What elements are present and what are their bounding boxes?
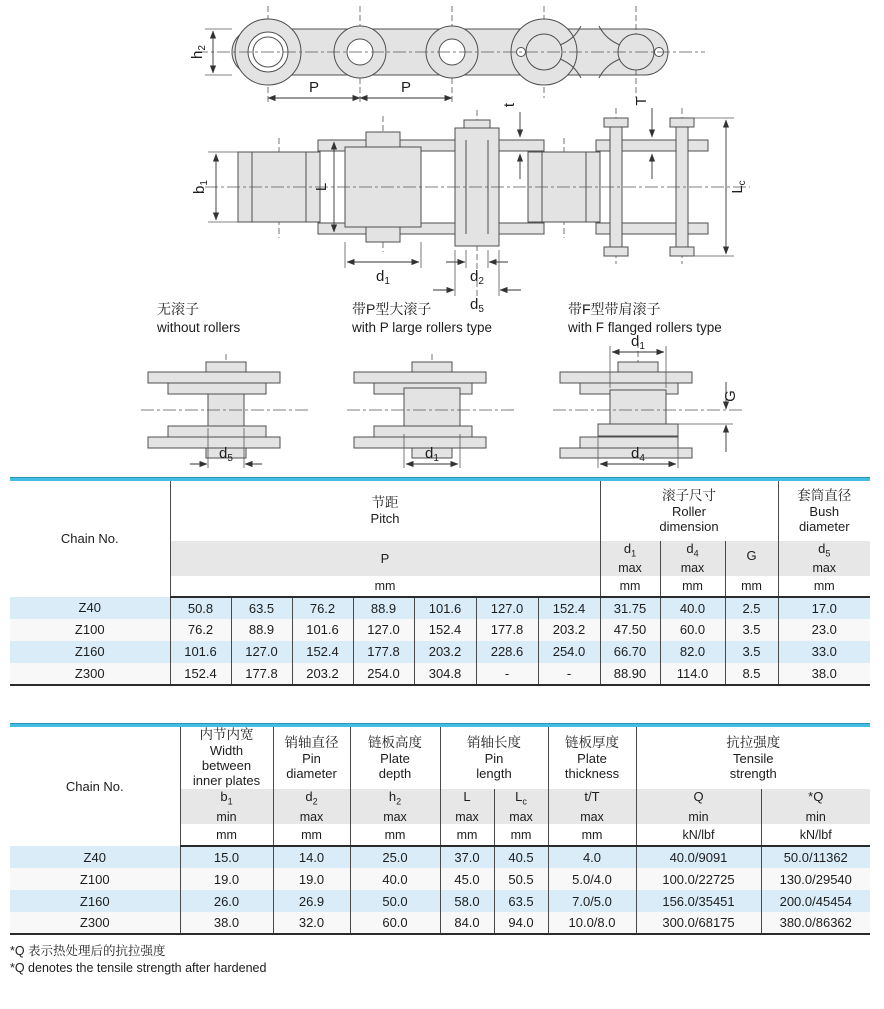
dim-label-lc: $L_c$: [729, 180, 748, 194]
cell: -: [476, 663, 538, 685]
cell: 114.0: [660, 663, 725, 685]
cell: 101.6: [170, 641, 231, 663]
t1-col-d5: $d_5$ max: [778, 541, 870, 576]
cell: 4.0: [548, 846, 636, 868]
cell: 88.9: [353, 597, 414, 619]
cell: 152.4: [414, 619, 476, 641]
dim-label-d5: $d_5$: [470, 296, 484, 315]
t2-tensile-zh: 抗拉强度: [726, 734, 781, 750]
footnote-zh: *Q 表示热处理后的抗拉强度: [10, 944, 166, 958]
t2-unit-L: mm: [440, 824, 494, 846]
cell: 200.0/45454: [779, 893, 852, 909]
dim-label-cs1-d5: $d_5$: [219, 445, 233, 464]
t1-unit-g: mm: [725, 576, 778, 597]
cell: 60.0: [660, 619, 725, 641]
cell: 25.0: [350, 846, 440, 868]
cell: 23.0: [811, 622, 837, 637]
cell: 380.0/86362: [779, 915, 852, 930]
dim-label-cs3-g: G: [722, 390, 739, 402]
t2-col-d2: $d_2$ max: [273, 789, 350, 824]
t2-plated-en1: Plate: [380, 750, 410, 766]
cell: 177.8: [353, 641, 414, 663]
table-row-z100: [10, 868, 870, 890]
dimension-strength-table-wrap: [10, 723, 870, 936]
dim-label-b1: $b_1$: [191, 180, 210, 194]
cell: 177.8: [231, 663, 292, 685]
cell: 3.5: [725, 619, 778, 641]
cell: 38.0: [180, 912, 273, 934]
cell: 26.9: [273, 890, 350, 912]
dim-label-d2: $d_2$: [470, 268, 484, 287]
t1-unit-p: mm: [170, 576, 600, 597]
table-row-z40: [10, 846, 870, 868]
table-row-z300: [10, 912, 870, 934]
t1-col-d4: $d_4$ max: [660, 541, 725, 576]
cell: 130.0/29540: [779, 871, 852, 887]
dim-label-l: L: [313, 182, 330, 192]
cell: 76.2: [292, 597, 353, 619]
cell: 254.0: [538, 641, 600, 663]
t2-col-b1: $b_1$ min: [180, 789, 273, 824]
t2-tensile-en1: Tensile: [733, 750, 774, 766]
t2-unit-Lc: mm: [494, 824, 548, 846]
t1-col-d1: $d_1$ max: [600, 541, 660, 576]
t1-unit-d1: mm: [600, 576, 660, 597]
cell: 32.0: [273, 912, 350, 934]
t2-platet-en1: Plate: [577, 750, 607, 766]
t1-col-p: P: [170, 541, 600, 576]
t2-plated-en2: depth: [378, 765, 412, 781]
caption-f-roller-en: with F flanged rollers type: [568, 320, 722, 335]
cell: 101.6: [414, 597, 476, 619]
caption-no-roller-en: without rollers: [157, 320, 241, 335]
caption-p-roller-zh: 带P型大滚子: [352, 301, 432, 317]
caption-p-roller-en: with P large rollers type: [352, 320, 493, 335]
t2-group-pin-diameter: [273, 725, 350, 789]
cell: 82.0: [660, 641, 725, 663]
pitch-roller-table: [10, 478, 870, 686]
cell: 31.75: [600, 597, 660, 619]
cell: 94.0: [494, 912, 548, 934]
cell: 40.0/9091: [636, 846, 761, 868]
cell: 50.0: [350, 890, 440, 912]
cell: -: [538, 663, 600, 685]
t2-col-h2: $h_2$ max: [350, 789, 440, 824]
cell-chain: Z40: [10, 597, 170, 619]
t2-unit-d2: mm: [273, 824, 350, 846]
cell: 304.8: [414, 663, 476, 685]
cell: 7.0/5.0: [548, 890, 636, 912]
cell-chain: Z300: [10, 663, 170, 685]
cell: 58.0: [440, 890, 494, 912]
cell: 101.6: [292, 619, 353, 641]
cell: 47.50: [600, 619, 660, 641]
cell: 17.0: [811, 600, 837, 616]
cell: 50.5: [494, 868, 548, 890]
cell: 127.0: [476, 597, 538, 619]
cell: 45.0: [440, 868, 494, 890]
cell: 37.0: [440, 846, 494, 868]
table-row-z160: [10, 641, 870, 663]
dimension-strength-table: [10, 724, 870, 936]
t1-group-pitch: [170, 480, 600, 541]
cell-chain: Z160: [10, 641, 170, 663]
t2-pinl-en1: Pin: [484, 750, 504, 766]
cell-chain: Z160: [10, 890, 180, 912]
cell: 3.5: [725, 641, 778, 663]
table-row-z40: [10, 597, 870, 619]
cell: 40.0: [660, 597, 725, 619]
footnotes: [10, 943, 884, 977]
cell: 8.5: [725, 663, 778, 685]
cell: 152.4: [538, 597, 600, 619]
t2-col-Lc: $L_c$ max: [494, 789, 548, 824]
t1-bush-en1: Bush: [809, 503, 840, 519]
cell-chain: Z100: [10, 619, 170, 641]
t2-unit-h2: mm: [350, 824, 440, 846]
cell: 84.0: [440, 912, 494, 934]
cell: 156.0/35451: [636, 890, 761, 912]
cell: 40.0: [350, 868, 440, 890]
caption-f-roller-zh: 带F型带肩滚子: [568, 301, 661, 317]
cell: 300.0/68175: [636, 912, 761, 934]
chain-technical-drawing: [0, 0, 884, 474]
t2-tensile-en2: strength: [729, 765, 777, 781]
cell: 40.5: [494, 846, 548, 868]
cell: 203.2: [538, 619, 600, 641]
t1-pitch-zh: 节距: [371, 495, 399, 511]
cell: 14.0: [273, 846, 350, 868]
t1-group-bush: [778, 480, 870, 541]
cell: 152.4: [170, 663, 231, 685]
t1-chain-no-header: Chain No.: [10, 480, 170, 597]
t1-bush-en2: diameter: [798, 518, 850, 534]
dim-label-d1: $d_1$: [376, 268, 390, 287]
t1-col-g: G: [725, 541, 778, 576]
dim-label-cs3-d1: $d_1$: [631, 333, 645, 352]
cell: 228.6: [476, 641, 538, 663]
cell: 76.2: [170, 619, 231, 641]
footnote-en: *Q denotes the tensile strength after hardened: [10, 961, 267, 975]
cell: 203.2: [292, 663, 353, 685]
t2-group-pin-length: [440, 725, 548, 789]
t1-roller-en2: dimension: [659, 518, 719, 534]
cell: 60.0: [350, 912, 440, 934]
cell: 177.8: [476, 619, 538, 641]
cell: 203.2: [414, 641, 476, 663]
dim-label-p1: P: [308, 79, 320, 96]
cell: 50.8: [170, 597, 231, 619]
chain-plan-view: [191, 96, 750, 315]
cell: 100.0/22725: [636, 868, 761, 890]
cell: 152.4: [292, 641, 353, 663]
t2-pind-en2: diameter: [286, 765, 337, 781]
cell: 63.5: [494, 890, 548, 912]
cell: 127.0: [231, 641, 292, 663]
t2-chain-no-header: Chain No.: [10, 725, 180, 846]
t2-pind-en1: Pin: [302, 750, 321, 766]
variant-captions: [156, 301, 722, 335]
t1-roller-en1: Roller: [672, 503, 706, 519]
cell-chain: Z100: [10, 868, 180, 890]
t2-width-en2: between: [201, 758, 252, 774]
t2-group-width: [180, 725, 273, 789]
t1-unit-d5: mm: [778, 576, 870, 597]
t2-group-plate-depth: [350, 725, 440, 789]
t2-col-Qstar: *Q min: [761, 789, 870, 824]
cell: 88.9: [231, 619, 292, 641]
cell-chain: Z300: [10, 912, 180, 934]
cell: 254.0: [353, 663, 414, 685]
t2-col-Q: Q min: [636, 789, 761, 824]
dim-label-t: t: [501, 102, 518, 108]
t1-roller-zh: 滚子尺寸: [662, 487, 716, 503]
t1-bush-zh: 套筒直径: [797, 487, 852, 503]
cell: 19.0: [180, 868, 273, 890]
cell: 2.5: [725, 597, 778, 619]
cell: 26.0: [180, 890, 273, 912]
t2-width-en1: Width: [209, 743, 244, 759]
chain-side-view: [189, 6, 705, 104]
t1-pitch-en: Pitch: [370, 511, 400, 527]
cell: 15.0: [180, 846, 273, 868]
cross-section-without-rollers: [141, 354, 311, 468]
t2-unit-Qstar: kN/lbf: [761, 824, 870, 846]
t2-pinl-en2: length: [476, 765, 512, 781]
t2-pind-zh: 销轴直径: [284, 734, 339, 750]
table-row-z100: [10, 619, 870, 641]
table-row-z300: [10, 663, 870, 685]
dim-label-cs3-d4: $d_4$: [631, 445, 645, 464]
cell: 127.0: [353, 619, 414, 641]
cell: 19.0: [273, 868, 350, 890]
dim-label-h2: $h_2$: [189, 45, 208, 59]
t2-unit-tT: mm: [548, 824, 636, 846]
table-row-z160: [10, 890, 870, 912]
cross-section-large-roller: [347, 354, 517, 468]
t2-unit-b1: mm: [180, 824, 273, 846]
t1-group-roller: [600, 480, 778, 541]
cell-chain: Z40: [10, 846, 180, 868]
cell: 66.70: [600, 641, 660, 663]
dim-label-T: T: [633, 96, 650, 106]
t2-unit-Q: kN/lbf: [636, 824, 761, 846]
pitch-roller-table-wrap: [10, 477, 870, 686]
cross-section-flanged-roller: [553, 333, 744, 468]
t1-unit-d4: mm: [660, 576, 725, 597]
t2-platet-zh: 链板厚度: [565, 734, 619, 750]
t2-plated-zh: 链板高度: [368, 734, 422, 750]
t2-col-tT: t/T max: [548, 789, 636, 824]
dim-label-cs2-d1: $d_1$: [425, 445, 439, 464]
t2-width-en3: inner plates: [192, 773, 261, 789]
cell: 63.5: [231, 597, 292, 619]
cell: 10.0/8.0: [548, 912, 636, 934]
dim-label-p2: P: [400, 79, 412, 96]
t2-width-zh: 内节内宽: [199, 727, 254, 743]
cell: 38.0: [811, 665, 837, 681]
caption-no-roller-zh: 无滚子: [157, 301, 199, 317]
t2-pinl-zh: 销轴长度: [467, 734, 521, 750]
t2-col-L: L max: [440, 789, 494, 824]
t2-group-plate-thickness: [548, 725, 636, 789]
cell: 33.0: [811, 644, 837, 659]
cell: 50.0/11362: [783, 850, 848, 865]
t2-group-tensile: [636, 725, 870, 789]
cell: 5.0/4.0: [548, 868, 636, 890]
cell: 88.90: [600, 663, 660, 685]
t2-platet-en2: thickness: [564, 765, 620, 781]
